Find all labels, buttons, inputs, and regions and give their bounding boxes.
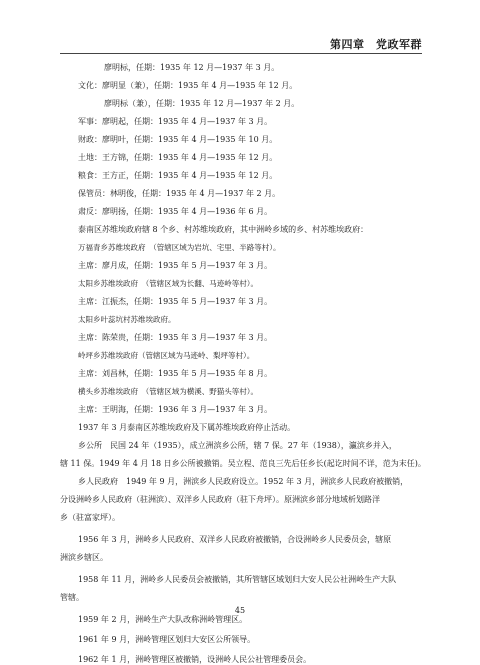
text-line: 保管员：林明俊，任期：1935 年 4 月—1937 年 2 月。 xyxy=(78,189,281,198)
text-line: 万福青乡苏维埃政府 （管辖区域为岩坑、宅里、半路等村）。 xyxy=(78,243,281,252)
chapter-title: 第四章 党政军群 xyxy=(330,38,422,51)
text-line: 横头乡苏维埃政府 （管辖区域为横溪、野猫头等村）。 xyxy=(78,387,258,396)
text-line: 主席：江振杰，任期：1935 年 5 月—1937 年 3 月。 xyxy=(78,297,273,306)
text-line: 1959 年 2 月，洲岭生产大队改称洲岭管理区。 xyxy=(78,615,248,624)
page-number: 45 xyxy=(234,606,246,615)
text-line: 主席：王明海，任期：1936 年 3 月—1937 年 3 月。 xyxy=(78,405,273,414)
text-line: 1962 年 1 月，洲岭管理区被撤销，设洲岭人民公社管理委员会。 xyxy=(78,655,312,664)
text-line: 太阳乡叶蕊坑村苏维埃政府。 xyxy=(78,315,176,324)
text-line: 乡（驻富家坪）。 xyxy=(60,513,120,522)
text-line: 土地：王方锦，任期：1935 年 4 月—1935 年 12 月。 xyxy=(78,153,278,162)
text-line: 廖明标，任期：1935 年 12 月—1937 年 3 月。 xyxy=(104,63,280,72)
text-line: 乡公所 民国 24 年（1935），成立洲滨乡公所，辖 7 保。27 年（1938），瀛滨乡并入， xyxy=(78,441,397,450)
text-line: 文化：廖明显（兼），任期：1935 年 4 月—1935 年 12 月。 xyxy=(78,81,298,90)
text-line: 岭坪乡苏维埃政府（管辖区域为马迹岭、梨坪等村）。 xyxy=(78,351,255,360)
text-line: 洲滨乡辖区。 xyxy=(60,553,108,562)
text-line: 分设洲岭乡人民政府（驻洲滨）、双洋乡人民政府（驻下舟坪）。原洲滨乡部分地域析划路洋 xyxy=(60,495,380,504)
text-line: 主席：刘昌林，任期：1935 年 5 月—1935 年 8 月。 xyxy=(78,369,273,378)
text-line: 粮食：王方正，任期：1935 年 4 月—1935 年 12 月。 xyxy=(78,171,278,180)
text-line: 管辖。 xyxy=(60,593,84,602)
text-line: 廖明标（兼），任期：1935 年 12 月—1937 年 2 月。 xyxy=(104,99,300,108)
text-line: 军事：廖明起，任期：1935 年 4 月—1937 年 3 月。 xyxy=(78,117,273,126)
text-line: 太阳乡苏维埃政府 （管辖区域为长翻、马迹岭等村）。 xyxy=(78,279,258,288)
text-line: 主席：廖月成，任期：1935 年 5 月—1937 年 3 月。 xyxy=(78,261,273,270)
page-header xyxy=(0,0,480,55)
text-line: 财政：廖明叶，任期：1935 年 4 月—1935 年 10 月。 xyxy=(78,135,278,144)
text-line: 肃反：廖明扬，任期：1935 年 4 月—1936 年 6 月。 xyxy=(78,207,273,216)
text-line: 1958 年 11 月，洲岭乡人民委员会被撤销，其所管辖区域划归大安人民公社洲岭生产大队 xyxy=(78,575,397,584)
text-line: 乡人民政府 1949 年 9 月，洲滨乡人民政府设立。1952 年 3 月，洲滨乡人民政府被撤销， xyxy=(78,477,409,486)
text-line: 1937 年 3 月泰南区苏维埃政府及下属苏维埃政府停止活动。 xyxy=(78,423,296,432)
text-line: 泰南区苏维埃政府辖 8 个乡、村苏维埃政府，其中洲岭乡域的乡、村苏维埃政府： xyxy=(78,225,369,234)
header-rule xyxy=(60,53,422,54)
text-line: 辖 11 保。1949 年 4 月 18 日乡公所被撤销。吴立程、范良三先后任乡长(起讫时间不详，范为末任)。 xyxy=(60,459,426,468)
text-line: 1956 年 3 月，洲岭乡人民政府、双洋乡人民政府被撤销，合设洲岭乡人民委员会，辖原 xyxy=(78,535,392,544)
text-line: 主席：陈荣贵，任期：1935 年 3 月—1937 年 3 月。 xyxy=(78,333,273,342)
text-line: 1961 年 9 月，洲岭管理区划归大安区公所领导。 xyxy=(78,635,256,644)
